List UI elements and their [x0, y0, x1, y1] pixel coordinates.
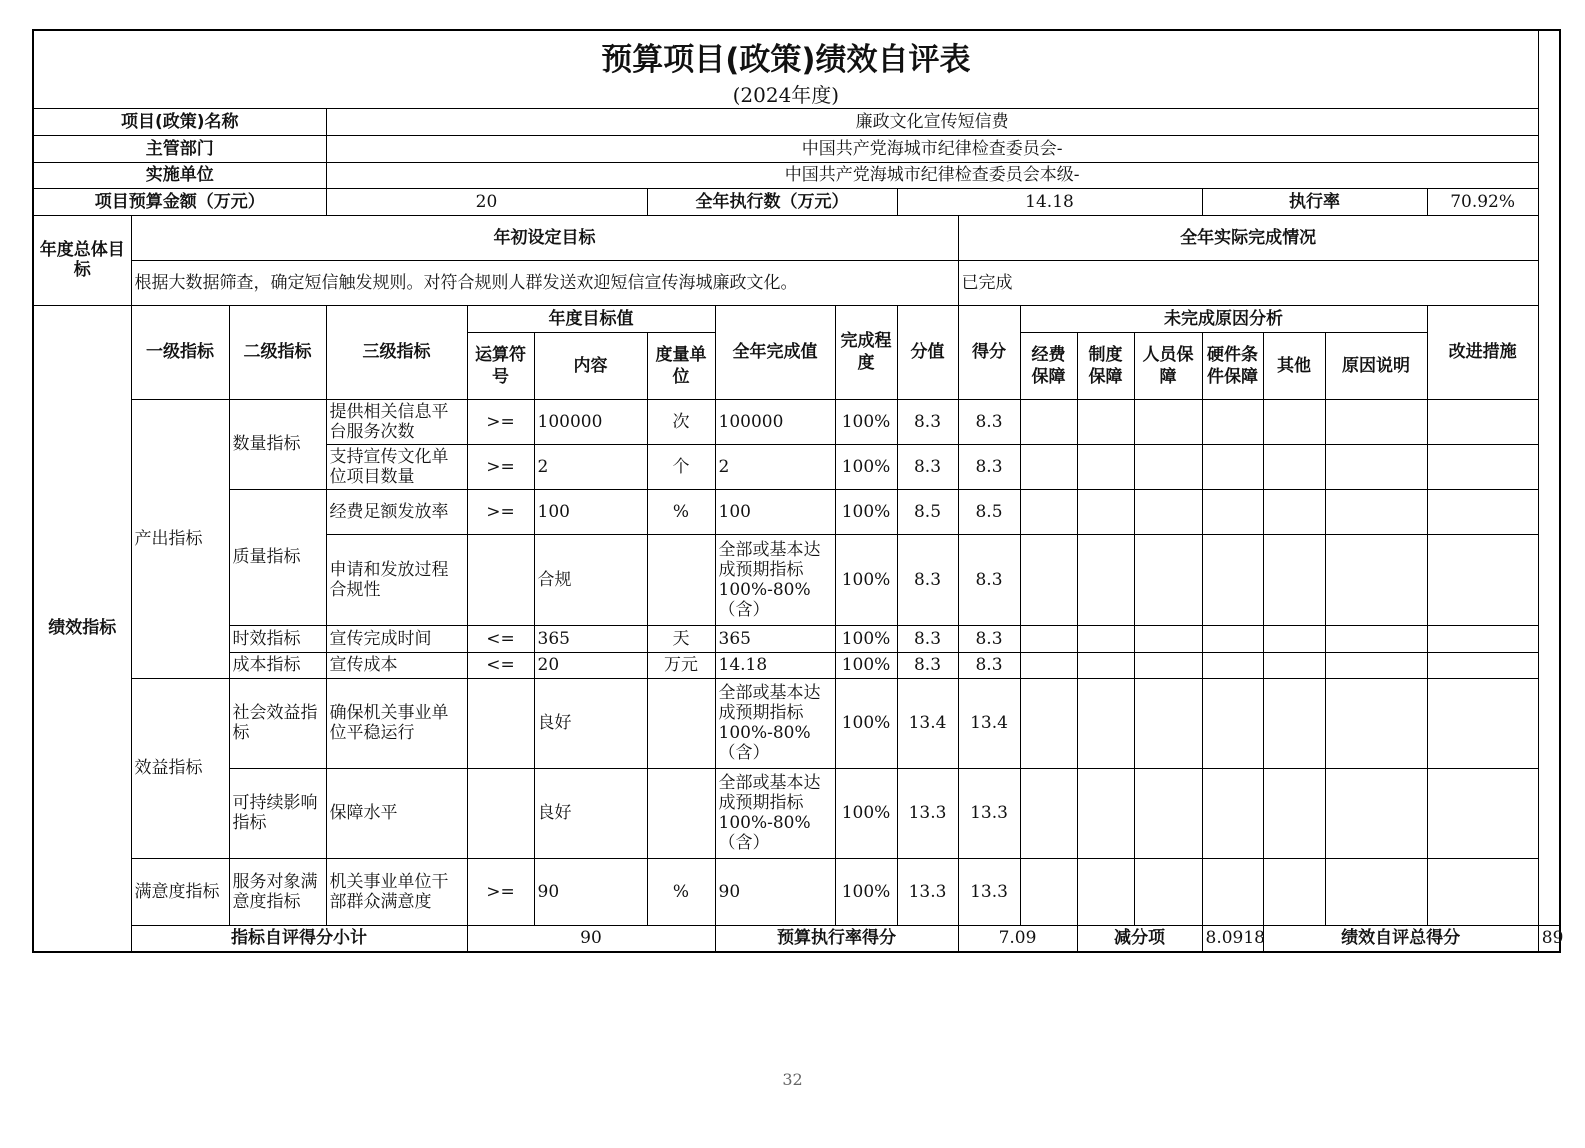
header-operator: 运算符号: [467, 332, 534, 399]
indicator-actual: 14.18: [715, 652, 835, 678]
table-row: [33, 399, 1560, 444]
table-row: [33, 625, 1560, 652]
indicator-got: 8.5: [958, 489, 1020, 534]
indicator-got: 13.3: [958, 858, 1020, 925]
indicator-actual: 100000: [715, 399, 835, 444]
header-level2: 二级指标: [229, 305, 326, 399]
header-system: 制度保障: [1077, 332, 1134, 399]
indicator-unit: 万元: [647, 652, 715, 678]
indicator-got: 8.3: [958, 625, 1020, 652]
indicator-operator: [467, 768, 534, 858]
header-annual-target: 年度目标值: [467, 305, 715, 332]
indicator-operator: [467, 678, 534, 768]
indicator-content: 20: [534, 652, 647, 678]
table-row: [33, 678, 1560, 768]
indicator-actual: 365: [715, 625, 835, 652]
total-score-label: 绩效自评总得分: [1263, 925, 1538, 952]
indicator-score: 8.3: [897, 625, 958, 652]
budget-value: 20: [326, 188, 647, 215]
header-level1: 一级指标: [131, 305, 229, 399]
indicator-completion: 100%: [835, 858, 897, 925]
indicator-score: 8.3: [897, 652, 958, 678]
indicator-name: 经费足额发放率: [326, 489, 467, 534]
header-completion: 完成程度: [835, 305, 897, 399]
indicator-unit: 天: [647, 625, 715, 652]
indicator-actual: 全部或基本达成预期指标100%-80%（含）: [715, 534, 835, 625]
annual-goal-label: 年度总体目标: [33, 215, 131, 305]
total-score-value: 89: [1538, 925, 1560, 952]
header-reason-desc: 原因说明: [1325, 332, 1427, 399]
indicator-content: 良好: [534, 768, 647, 858]
group-service-sat: 服务对象满意度指标: [229, 858, 326, 925]
indicator-operator: >=: [467, 489, 534, 534]
indicator-content: 100000: [534, 399, 647, 444]
indicator-content: 365: [534, 625, 647, 652]
unit-label: 实施单位: [33, 162, 326, 188]
table-row: [33, 489, 1560, 534]
dept-value: 中国共产党海城市纪律检查委员会-: [326, 135, 1538, 162]
indicator-name: 支持宣传文化单位项目数量: [326, 444, 467, 489]
indicator-got: 8.3: [958, 444, 1020, 489]
indicator-unit: %: [647, 489, 715, 534]
page-title: 预算项目(政策)绩效自评表: [33, 30, 1538, 82]
planned-goal-text: 根据大数据筛查，确定短信触发规则。对符合规则人群发送欢迎短信宣传海城廉政文化。: [131, 260, 958, 305]
header-funding: 经费保障: [1020, 332, 1077, 399]
indicator-name: 申请和发放过程合规性: [326, 534, 467, 625]
indicator-operator: >=: [467, 399, 534, 444]
group-satisfaction: 满意度指标: [131, 858, 229, 925]
indicator-got: 8.3: [958, 399, 1020, 444]
group-output: 产出指标: [131, 399, 229, 678]
indicator-completion: 100%: [835, 768, 897, 858]
group-benefit: 效益指标: [131, 678, 229, 858]
indicator-completion: 100%: [835, 625, 897, 652]
table-row: [33, 858, 1560, 925]
header-personnel: 人员保障: [1134, 332, 1202, 399]
unit-value: 中国共产党海城市纪律检查委员会本级-: [326, 162, 1538, 188]
indicator-score: 13.3: [897, 768, 958, 858]
table-row: [33, 768, 1560, 858]
indicator-operator: <=: [467, 652, 534, 678]
exec-score-label: 预算执行率得分: [715, 925, 958, 952]
indicator-operator: <=: [467, 625, 534, 652]
executed-label: 全年执行数（万元）: [647, 188, 897, 215]
actual-goal-header: 全年实际完成情况: [958, 215, 1538, 260]
indicator-unit: [647, 768, 715, 858]
indicator-name: 宣传完成时间: [326, 625, 467, 652]
indicator-actual: 全部或基本达成预期指标100%-80%（含）: [715, 768, 835, 858]
indicator-operator: >=: [467, 444, 534, 489]
indicator-actual: 100: [715, 489, 835, 534]
indicator-actual: 全部或基本达成预期指标100%-80%（含）: [715, 678, 835, 768]
group-quality: 质量指标: [229, 489, 326, 625]
indicator-score: 8.3: [897, 444, 958, 489]
indicator-unit: 次: [647, 399, 715, 444]
header-score: 分值: [897, 305, 958, 399]
group-timeliness: 时效指标: [229, 625, 326, 652]
indicator-unit: [647, 678, 715, 768]
indicator-operator: >=: [467, 858, 534, 925]
indicator-completion: 100%: [835, 444, 897, 489]
header-got: 得分: [958, 305, 1020, 399]
performance-evaluation-sheet: [32, 29, 1564, 953]
indicator-score: 8.5: [897, 489, 958, 534]
evaluation-table: [32, 29, 1564, 953]
indicator-unit: %: [647, 858, 715, 925]
header-hardware: 硬件条件保障: [1202, 332, 1263, 399]
indicator-name: 保障水平: [326, 768, 467, 858]
indicator-completion: 100%: [835, 489, 897, 534]
header-level3: 三级指标: [326, 305, 467, 399]
group-quantity: 数量指标: [229, 399, 326, 489]
subtotal-value: 90: [467, 925, 715, 952]
subtotal-label: 指标自评得分小计: [131, 925, 467, 952]
deduction-value: 8.0918: [1202, 925, 1263, 952]
exec-score-value: 7.09: [958, 925, 1077, 952]
indicator-completion: 100%: [835, 399, 897, 444]
indicator-actual: 2: [715, 444, 835, 489]
group-cost: 成本指标: [229, 652, 326, 678]
indicator-content: 100: [534, 489, 647, 534]
indicator-score: 13.3: [897, 858, 958, 925]
page-number: 32: [782, 1070, 803, 1089]
indicator-completion: 100%: [835, 652, 897, 678]
project-name-label: 项目(政策)名称: [33, 108, 326, 135]
header-content: 内容: [534, 332, 647, 399]
planned-goal-header: 年初设定目标: [131, 215, 958, 260]
indicator-name: 确保机关事业单位平稳运行: [326, 678, 467, 768]
indicator-score: 8.3: [897, 399, 958, 444]
group-social: 社会效益指标: [229, 678, 326, 768]
dept-label: 主管部门: [33, 135, 326, 162]
indicator-unit: [647, 534, 715, 625]
executed-value: 14.18: [897, 188, 1202, 215]
indicator-completion: 100%: [835, 534, 897, 625]
indicator-content: 90: [534, 858, 647, 925]
indicator-unit: 个: [647, 444, 715, 489]
indicator-name: 机关事业单位干部群众满意度: [326, 858, 467, 925]
indicator-actual: 90: [715, 858, 835, 925]
indicator-completion: 100%: [835, 678, 897, 768]
table-row: [33, 652, 1560, 678]
indicators-section-label: 绩效指标: [33, 305, 131, 952]
indicator-name: 宣传成本: [326, 652, 467, 678]
project-name-value: 廉政文化宣传短信费: [326, 108, 1538, 135]
year-label: (2024年度): [33, 82, 1538, 108]
rate-value: 70.92%: [1427, 188, 1538, 215]
indicator-score: 13.4: [897, 678, 958, 768]
header-actual: 全年完成值: [715, 305, 835, 399]
header-improve: 改进措施: [1427, 305, 1538, 399]
budget-label: 项目预算金额（万元）: [33, 188, 326, 215]
actual-goal-text: 已完成: [958, 260, 1538, 305]
indicator-score: 8.3: [897, 534, 958, 625]
deduction-label: 减分项: [1077, 925, 1202, 952]
indicator-content: 合规: [534, 534, 647, 625]
indicator-got: 8.3: [958, 652, 1020, 678]
indicator-content: 2: [534, 444, 647, 489]
indicator-content: 良好: [534, 678, 647, 768]
indicator-got: 13.4: [958, 678, 1020, 768]
header-other: 其他: [1263, 332, 1325, 399]
indicator-got: 13.3: [958, 768, 1020, 858]
header-unit: 度量单位: [647, 332, 715, 399]
indicator-name: 提供相关信息平台服务次数: [326, 399, 467, 444]
indicator-got: 8.3: [958, 534, 1020, 625]
indicator-operator: [467, 534, 534, 625]
header-reason-analysis: 未完成原因分析: [1020, 305, 1427, 332]
group-sustain: 可持续影响指标: [229, 768, 326, 858]
rate-label: 执行率: [1202, 188, 1427, 215]
